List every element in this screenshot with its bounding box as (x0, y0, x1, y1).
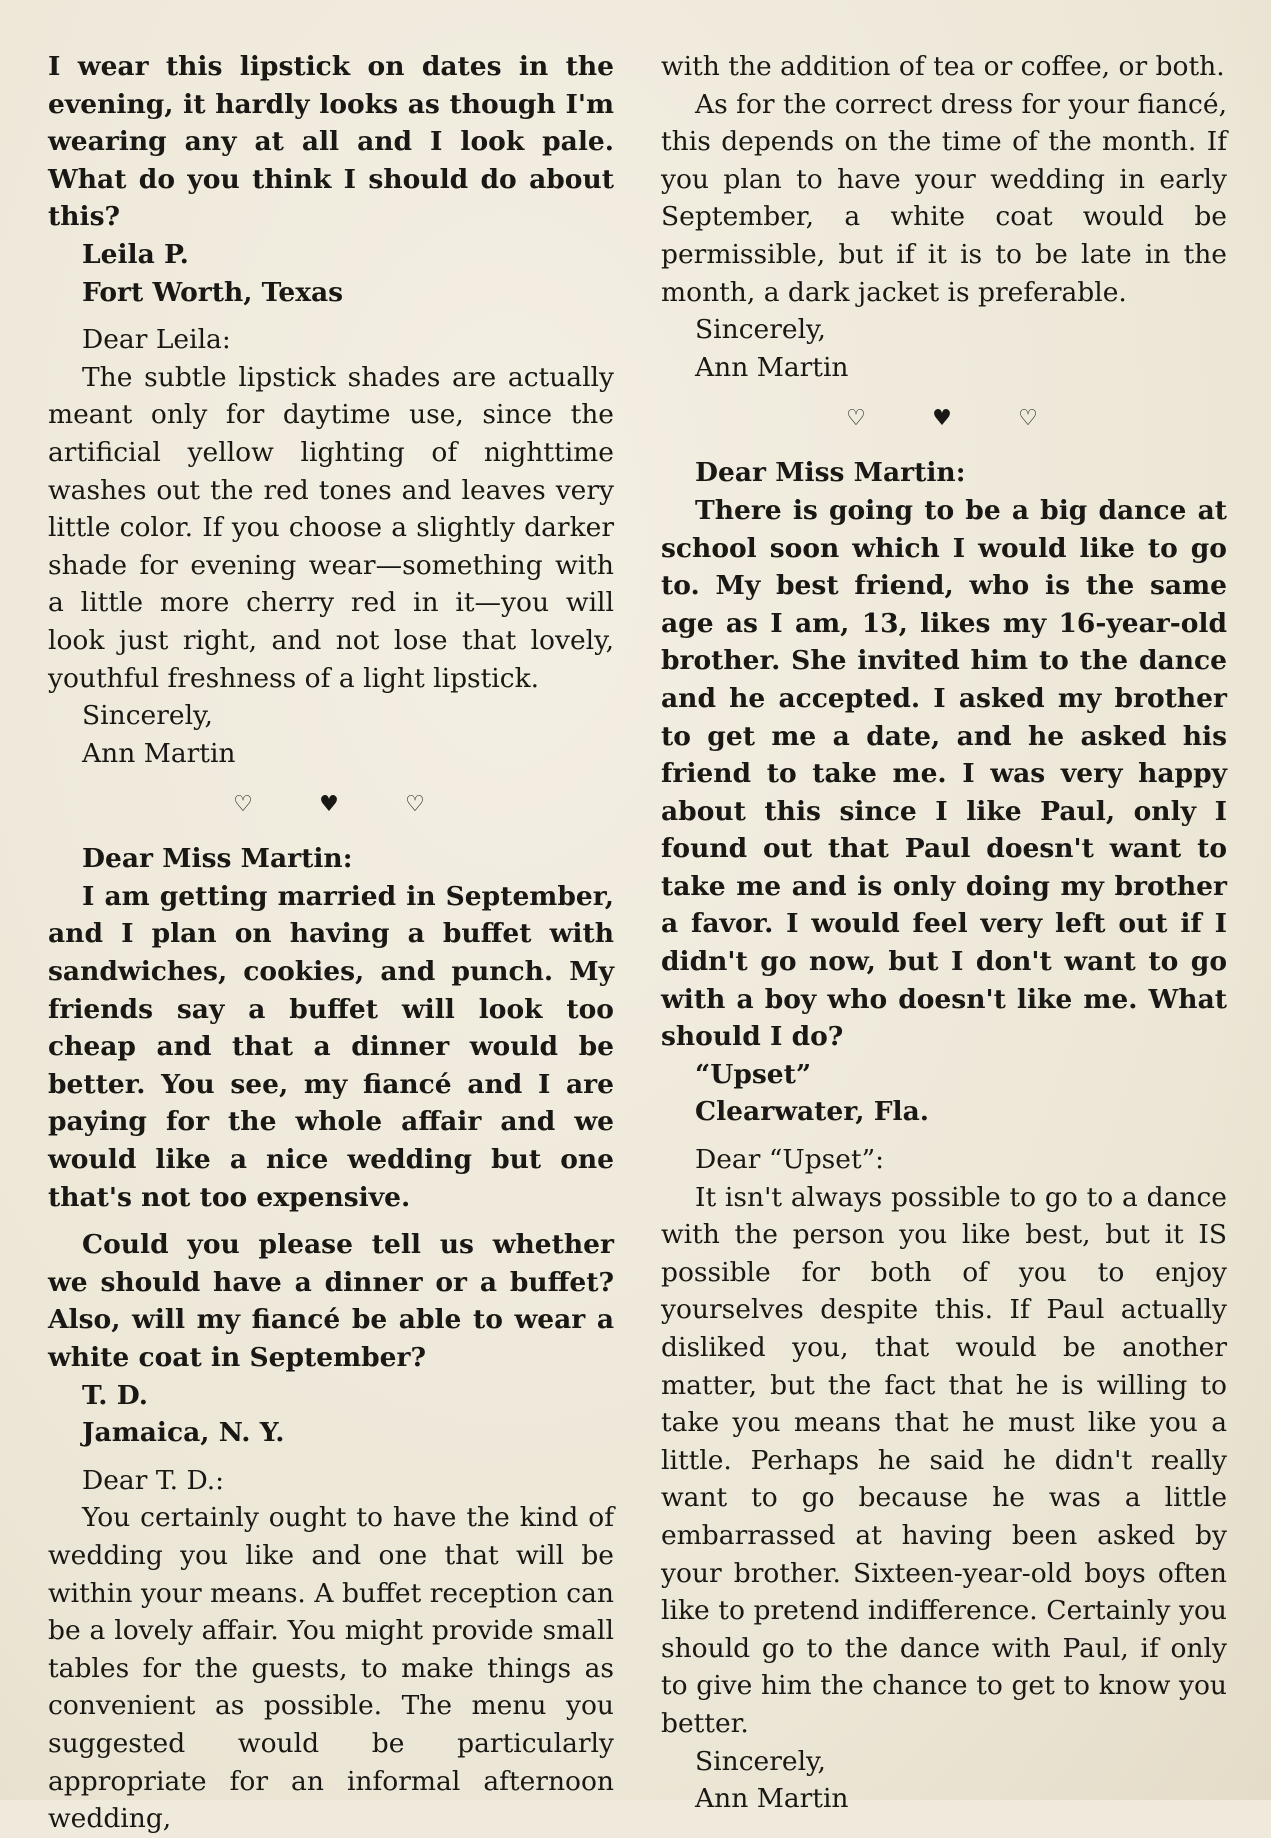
left-column (48, 48, 614, 1838)
heart-filled-icon: ♥ (932, 406, 952, 432)
heart-outline-icon: ♡ (233, 792, 253, 818)
letter-td-place: Jamaica, N. Y. (82, 1417, 285, 1449)
hearts-divider (232, 790, 614, 820)
heart-outline-icon: ♡ (846, 406, 866, 432)
reply-td-salutation: Dear T. D.: (82, 1464, 225, 1496)
letter-td-para1: I am getting married in September, and I plan on having a buffet with sandwiches, cookies, and punch. My friends say a buffet will look too cheap and that a dinner would be better. You see, my fiancé and I are paying for the whole affair and we would like a nice wedding but one that's not too expensive. (48, 880, 614, 1213)
reply-leila-salutation: Dear Leila: (82, 324, 231, 356)
letter-td-para2: Could you please tell us whether we should have a dinner or a buffet? Also, will my fiancé be able to wear a white coat in September? (48, 1229, 614, 1373)
letter-td-salutation: Dear Miss Martin: (82, 843, 353, 875)
letter-td-signer: T. D. (82, 1379, 149, 1411)
letter-leila-place: Fort Worth, Texas (82, 276, 344, 308)
reply-td-closing: Sincerely, (695, 314, 826, 346)
letter-upset-body: There is going to be a big dance at school soon which I would like to go to. My best friend, who is the same age as I am, 13, likes my 16-year-old brother. She invited him to the dance and he accepted. I asked my brother to get me a date, and he asked his friend to take me. I was very happy about this since I like Paul, only I found out that Paul doesn't want to take me and is only doing my brother a favor. I would feel very left out if I didn't go now, but I don't want to go with a boy who doesn't like me. What should I do? (661, 494, 1227, 1053)
reply-td-body: You certainly ought to have the kind of wedding you like and one that will be within your means. A buffet reception can be a lovely affair. You might provide small tables for the guests, to make things as convenient as possible. The menu you suggested would be particularly appropriate for an informal afternoon wedding, (48, 1502, 614, 1835)
heart-filled-icon: ♥ (319, 792, 339, 818)
reply-upset-closing: Sincerely, (695, 1745, 826, 1777)
letter-upset-salutation: Dear Miss Martin: (695, 457, 966, 489)
reply-upset-author: Ann Martin (695, 1783, 849, 1815)
reply-upset-salutation: Dear “Upset”: (695, 1144, 885, 1176)
heart-outline-icon: ♡ (405, 792, 425, 818)
letter-upset-signer: “Upset” (695, 1058, 812, 1090)
letter-leila-signer: Leila P. (82, 238, 189, 270)
reply-leila-body: The subtle lipstick shades are actually meant only for daytime use, since the artificial yellow lighting of nighttime washes out the red tones and leaves very little color. If you choose a slightly darker shade for evening wear—something with a little more cherry red in it—you will look just right, and not lose that lovely, youthful freshness of a light lipstick. (48, 361, 614, 694)
reply-leila-author: Ann Martin (82, 737, 236, 769)
reply-td-para2: As for the correct dress for your fiancé, this depends on the time of the month. If you plan to have your wedding in early September, a white coat would be permissible, but if it is to be late in the month, a dark jacket is preferable. (661, 88, 1227, 308)
hearts-divider (845, 404, 1227, 434)
heart-outline-icon: ♡ (1018, 406, 1038, 432)
reply-td-author: Ann Martin (695, 351, 849, 383)
reply-td-continuation: with the addition of tea or coffee, or both. (661, 51, 1225, 82)
letter-leila-text: I wear this lipstick on dates in the evening, it hardly looks as though I'm wearing any at all and I look pale. What do you think I should do about this? (48, 51, 614, 233)
right-column (661, 48, 1227, 1818)
letter-upset-place: Clearwater, Fla. (695, 1096, 929, 1128)
reply-leila-closing: Sincerely, (82, 700, 213, 732)
reply-upset-body: It isn't always possible to go to a dance with the person you like best, but it IS possible for both of you to enjoy yourselves despite this. If Paul actually disliked you, that would be another matter, but the fact that he is willing to take you means that he must like you a little. Perhaps he said he didn't really want to go because he was a little embarrassed at having been asked by your brother. Sixteen-year-old boys often like to pretend indifference. Certainly you should go to the dance with Paul, if only to give him the chance to get to know you better. (661, 1181, 1227, 1739)
